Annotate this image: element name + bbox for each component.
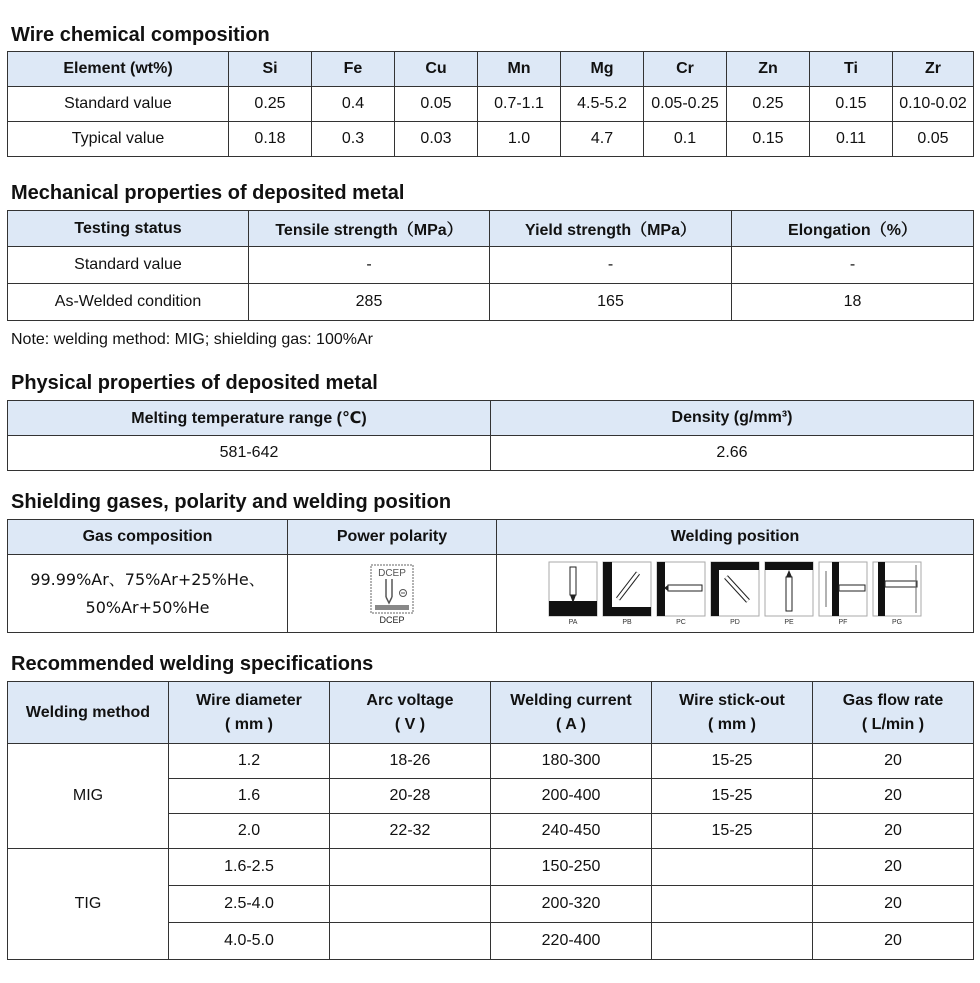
table-cell: [652, 849, 813, 886]
table-cell: 180-300: [491, 744, 652, 779]
phys-table: [7, 400, 974, 471]
table-cell: 20: [813, 849, 974, 886]
table-cell: 15-25: [652, 779, 813, 814]
table-cell: 22-32: [330, 814, 491, 849]
table-cell: 15-25: [652, 814, 813, 849]
polarity-caption: DCEP: [379, 614, 405, 625]
table-cell: 20: [813, 886, 974, 923]
shield-header-row: [8, 520, 974, 555]
mech-header: Yield strength（MPa）: [490, 211, 732, 247]
chem-header: Ti: [810, 52, 893, 87]
shield-header: Welding position: [497, 520, 974, 555]
method-tig: TIG: [8, 849, 169, 960]
mech-header-row: [8, 211, 974, 247]
table-cell: 2.5-4.0: [169, 886, 330, 923]
weld-position-pe-icon: [764, 561, 814, 617]
table-cell: 0.03: [395, 122, 478, 157]
phys-header: Melting temperature range (℃): [8, 401, 491, 436]
table-cell: 2.66: [491, 436, 974, 471]
table-cell: 15-25: [652, 744, 813, 779]
mech-header: Tensile strength（MPa）: [249, 211, 490, 247]
table-cell: 1.2: [169, 744, 330, 779]
table-cell: 1.6: [169, 779, 330, 814]
table-cell: 0.15: [810, 87, 893, 122]
position-pc: [656, 561, 706, 626]
table-cell: -: [732, 247, 974, 284]
chem-header: Zr: [893, 52, 974, 87]
chem-header: Cr: [644, 52, 727, 87]
table-row: [8, 284, 974, 321]
position-label: PC: [676, 619, 686, 626]
table-cell: [652, 886, 813, 923]
table-cell: 20: [813, 814, 974, 849]
position-pg: [872, 561, 922, 626]
table-cell: 0.05: [395, 87, 478, 122]
position-label: PD: [730, 619, 740, 626]
header-line: Arc voltage: [366, 691, 454, 709]
table-cell: Standard value: [8, 247, 249, 284]
mech-table: [7, 210, 974, 321]
phys-title: Physical properties of deposited metal: [11, 372, 378, 394]
spec-header-gasflow: [813, 682, 974, 744]
position-pd: [710, 561, 760, 626]
phys-header: Density (g/mm³): [491, 401, 974, 436]
header-line: Gas flow rate: [842, 691, 944, 709]
table-cell: [330, 923, 491, 960]
shield-table: [7, 519, 974, 633]
table-cell: 0.7-1.1: [478, 87, 561, 122]
table-cell: 165: [490, 284, 732, 321]
table-cell: 0.05-0.25: [644, 87, 727, 122]
shield-header: Gas composition: [8, 520, 288, 555]
dcep-icon-text: DCEP: [378, 567, 406, 579]
table-cell: 1.6-2.5: [169, 849, 330, 886]
table-cell: 285: [249, 284, 490, 321]
table-cell: 18-26: [330, 744, 491, 779]
table-cell: As-Welded condition: [8, 284, 249, 321]
table-cell: 0.05: [893, 122, 974, 157]
header-line: Welding current: [510, 691, 632, 709]
table-row: [8, 122, 974, 157]
spec-header-row: [8, 682, 974, 744]
header-unit: ( V ): [394, 715, 426, 733]
table-row: [8, 555, 974, 633]
table-cell: -: [490, 247, 732, 284]
table-cell: 20: [813, 923, 974, 960]
table-row: [8, 247, 974, 284]
table-cell: -: [249, 247, 490, 284]
spec-table: [7, 681, 974, 960]
position-pe: [764, 561, 814, 626]
position-label: PB: [622, 619, 632, 626]
polarity-cell: [288, 555, 497, 633]
table-cell: 0.10-0.02: [893, 87, 974, 122]
mech-title: Mechanical properties of deposited metal: [11, 182, 405, 204]
table-cell: 0.18: [229, 122, 312, 157]
position-label: PG: [891, 619, 903, 626]
chem-header: Fe: [312, 52, 395, 87]
table-cell: 2.0: [169, 814, 330, 849]
table-cell: 0.4: [312, 87, 395, 122]
weld-position-pc-icon: [656, 561, 706, 617]
table-cell: 20: [813, 779, 974, 814]
table-cell: 200-320: [491, 886, 652, 923]
table-row: [8, 744, 974, 779]
spec-header-diameter: [169, 682, 330, 744]
chem-header: Cu: [395, 52, 478, 87]
table-cell: 20: [813, 744, 974, 779]
header-line: Wire diameter: [196, 691, 302, 709]
shield-header: Power polarity: [288, 520, 497, 555]
table-row: [8, 849, 974, 886]
table-cell: 0.25: [229, 87, 312, 122]
table-cell: 20-28: [330, 779, 491, 814]
table-cell: 0.11: [810, 122, 893, 157]
weld-position-pg-icon: [872, 561, 922, 617]
spec-title: Recommended welding specifications: [11, 653, 374, 675]
chem-header: Si: [229, 52, 312, 87]
chem-header: Element (wt%): [8, 52, 229, 87]
table-cell: 4.7: [561, 122, 644, 157]
chem-title: Wire chemical composition: [11, 24, 270, 46]
chem-header-row: [8, 52, 974, 87]
header-unit: ( mm ): [708, 715, 756, 733]
spec-header-stickout: [652, 682, 813, 744]
position-label: PE: [784, 619, 794, 626]
spec-header-current: [491, 682, 652, 744]
weld-position-pd-icon: [710, 561, 760, 617]
position-pf: [818, 561, 868, 626]
table-cell: 150-250: [491, 849, 652, 886]
table-row: [8, 436, 974, 471]
position-label: PF: [838, 619, 848, 626]
table-cell: 4.5-5.2: [561, 87, 644, 122]
chem-table: [7, 51, 974, 157]
table-cell: 0.25: [727, 87, 810, 122]
table-cell: 0.1: [644, 122, 727, 157]
table-cell: [330, 886, 491, 923]
mech-header: Testing status: [8, 211, 249, 247]
table-cell: [330, 849, 491, 886]
phys-header-row: [8, 401, 974, 436]
position-pb: [602, 561, 652, 626]
method-mig: MIG: [8, 744, 169, 849]
table-row: [8, 87, 974, 122]
table-cell: 0.15: [727, 122, 810, 157]
table-cell: 220-400: [491, 923, 652, 960]
position-cell: [497, 555, 974, 633]
chem-header: Mn: [478, 52, 561, 87]
spec-header-voltage: [330, 682, 491, 744]
shield-title: Shielding gases, polarity and welding position: [11, 491, 452, 513]
weld-position-pf-icon: [818, 561, 868, 617]
dcep-polarity-icon: [369, 563, 415, 615]
position-pa: [548, 561, 598, 626]
position-label: PA: [568, 619, 578, 626]
chem-header: Mg: [561, 52, 644, 87]
table-cell: 581-642: [8, 436, 491, 471]
gas-line: 50%Ar+50%He: [85, 597, 210, 617]
spec-header-method: Welding method: [8, 682, 169, 744]
chem-header: Zn: [727, 52, 810, 87]
mech-header: Elongation（%）: [732, 211, 974, 247]
table-cell: 240-450: [491, 814, 652, 849]
table-cell: 200-400: [491, 779, 652, 814]
table-cell: 18: [732, 284, 974, 321]
table-cell: 0.3: [312, 122, 395, 157]
gas-composition-cell: [8, 555, 288, 633]
table-cell: Standard value: [8, 87, 229, 122]
table-cell: [652, 923, 813, 960]
table-cell: 4.0-5.0: [169, 923, 330, 960]
header-unit: ( mm ): [225, 715, 273, 733]
mech-note: Note: welding method: MIG; shielding gas: 100%Ar: [11, 331, 373, 348]
header-line: Wire stick-out: [679, 691, 785, 709]
table-cell: Typical value: [8, 122, 229, 157]
table-cell: 1.0: [478, 122, 561, 157]
weld-position-pa-icon: [548, 561, 598, 617]
header-unit: ( L/min ): [861, 715, 925, 733]
header-unit: ( A ): [556, 715, 586, 733]
gas-line: 99.99%Ar、75%Ar+25%He、: [30, 569, 265, 589]
weld-position-pb-icon: [602, 561, 652, 617]
